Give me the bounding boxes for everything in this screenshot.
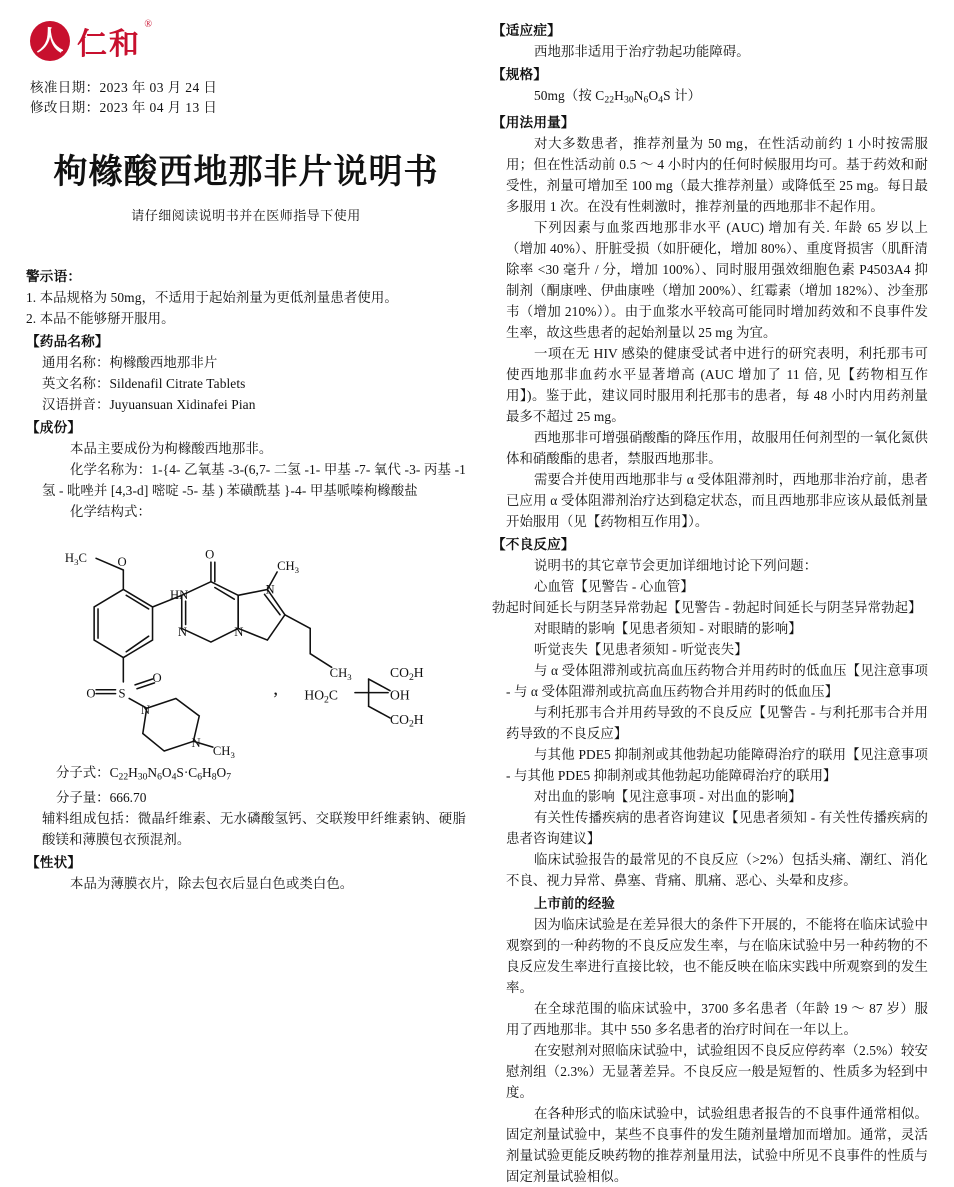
dosage-paragraph-4: 西地那非可增强硝酸酯的降压作用，故服用任何剂型的一氧化氮供体和硝酸酯的患者，禁服西地那非。 — [505, 430, 928, 467]
label-n-pyrimidine: N — [177, 625, 187, 640]
logo-circle-icon — [30, 21, 70, 61]
adverse-item-8: 对出血的影响【见注意事项 - 对出血的影响】 — [533, 789, 802, 805]
warning-item-2: 2. 本品不能够掰开服用。 — [26, 311, 175, 326]
label-comma: , — [273, 678, 279, 700]
label-o-sulfonyl-right: O — [152, 670, 162, 685]
dosage-heading: 【用法用量】 — [491, 115, 575, 131]
molecular-formula-value: $C_{22}H_{30}N_6O_4S\cdot C_6H_8O_7$ — [109, 765, 232, 783]
warning-heading: 警示语： — [26, 269, 82, 284]
specification-heading: 【规格】 — [491, 67, 548, 82]
molecular-formula-label: 分子式： — [56, 765, 110, 780]
label-n-pyrazole-2: N — [265, 582, 275, 597]
label-co2h-bottom: $CO_2H$ — [390, 711, 424, 730]
excipients-text: 辅料组成包括：微晶纤维素、无水磷酸氢钙、交联羧甲纤维素钠、硬脂酸镁和薄膜包衣预混剂。 — [42, 811, 466, 848]
logo-wordmark — [77, 19, 152, 63]
post-market-paragraph-4: 在各种形式的临床试验中，试验组患者报告的不良事件通常相似。固定剂量试验中，某些不良事件的发生随剂量增加而增加。通常，灵活剂量试验更能反映药物的推荐剂量用法，试验中所见不良事件的性质与固定剂量试验相似。 — [505, 1106, 928, 1185]
specification-text: 50mg（按 $C_{22}H_{30}N_6O_4S$ 计） — [533, 88, 702, 106]
approval-date: 核准日期：2023 年 03 月 24 日 — [30, 80, 218, 95]
label-ch3-n1: $CH_3$ — [277, 558, 300, 575]
adverse-reactions-heading: 【不良反应】 — [491, 537, 575, 553]
post-market-heading: 上市前的经验 — [533, 896, 615, 912]
right-column — [491, 18, 928, 1185]
english-name: 英文名称：Sildenafil Citrate Tablets — [42, 376, 246, 391]
molecular-weight-value: 666.70 — [109, 790, 147, 806]
chemical-name — [26, 459, 466, 501]
page-subtitle: 请仔细阅读说明书并在医师指导下使用 — [131, 208, 361, 223]
label-ch3-piperazine: $CH_3$ — [212, 743, 235, 758]
document-dates — [30, 78, 466, 118]
adverse-item-5: 与 α 受体阻滞剂或抗高血压药物合并用药时的低血压【见注意事项 - 与 α 受体阻滞剂或抗高血压药物合并用药时的低血压】 — [505, 663, 928, 700]
post-market-paragraph-1: 因为临床试验是在差异很大的条件下开展的，不能将在临床试验中观察到的一种药物的不良反应发生率，与在临床试验中另一种药物的不良反应发生率进行直接比较，也不能反映在临床实践中所观察到的发生率。 — [505, 917, 928, 996]
dosage-paragraph-5: 需要合并使用西地那非与 α 受体阻滞剂时，西地那非治疗前，患者已应用 α 受体阻滞剂治疗达到稳定状态，而且西地那非应该从最低剂量开始服用（见【药物相互作用】）。 — [505, 472, 928, 530]
label-o-ethoxy: O — [117, 555, 127, 570]
molecular-weight-line — [26, 787, 466, 808]
pinyin-name: 汉语拼音：Juyuansuan Xidinafei Pian — [42, 397, 256, 412]
label-s: S — [118, 686, 126, 701]
properties-section — [26, 852, 466, 894]
post-market-section — [492, 893, 928, 1187]
adverse-item-9: 有关性传播疾病的患者咨询建议【见患者须知 - 有关性传播疾病的患者咨询建议】 — [505, 810, 928, 847]
dosage-section — [492, 112, 928, 532]
indication-text: 西地那非适用于治疗勃起功能障碍。 — [533, 44, 750, 59]
post-market-paragraph-2: 在全球范围的临床试验中，3700 多名患者（年龄 19 ～ 87 岁）服用了西地那非。其中 550 多名患者的治疗时间在一年以上。 — [505, 1001, 928, 1038]
warning-section — [26, 266, 466, 329]
label-ch3-propyl: $CH_3$ — [329, 666, 352, 682]
ingredients-heading: 【成份】 — [26, 420, 82, 435]
brand-logo — [30, 18, 466, 64]
adverse-intro: 说明书的其它章节会更加详细地讨论下列问题： — [533, 558, 818, 574]
warning-item-1: 1. 本品规格为 50mg，不适用于起始剂量为更低剂量患者使用。 — [26, 290, 398, 305]
label-co2h-top: $CO_2H$ — [390, 665, 424, 683]
label-n-piperazine-bottom: N — [191, 736, 201, 751]
label-o-sulfonyl-left: O — [86, 686, 96, 701]
label-n-pyrazole-1: N — [234, 625, 244, 640]
logo-wordmark-text: 仁和 — [77, 28, 141, 61]
drug-name-section — [26, 331, 466, 415]
ingredients-section — [26, 417, 466, 522]
logo-glyph: 人 — [36, 26, 64, 56]
registered-mark-icon: ® — [144, 19, 154, 30]
adverse-item-6: 与利托那韦合并用药导致的不良反应【见警告 - 与利托那韦合并用药导致的不良反应】 — [505, 705, 928, 742]
adverse-item-7: 与其他 PDE5 抑制剂或其他勃起功能障碍治疗的联用【见注意事项 - 与其他 PDE5 抑制剂或其他勃起功能障碍治疗的联用】 — [505, 747, 928, 784]
adverse-item-3: 对眼睛的影响【见患者须知 - 对眼睛的影响】 — [533, 621, 802, 637]
indication-section — [492, 20, 928, 62]
ingredients-main: 本品主要成份为枸橼酸西地那非。 — [70, 441, 273, 456]
chemical-structure-diagram — [26, 528, 466, 758]
label-o-carbonyl: O — [205, 547, 215, 562]
left-column — [26, 18, 466, 1014]
dosage-paragraph-1: 对大多数患者，推荐剂量为 50 mg，在性活动前约 1 小时按需服用；但在性活动前 0.5 ～ 4 小时内的任何时候服用均可。基于药效和耐受性，剂量可增加至 100 mg（最大推荐剂量）或降低至 25 mg。每日最多服用 1 次。在没有性刺激时，推荐剂量的西地那非不起作用。 — [505, 136, 928, 215]
molecular-formula-line — [26, 762, 466, 787]
properties-text: 本品为薄膜衣片，除去包衣后显白色或类白色。 — [70, 876, 354, 892]
adverse-reactions-section — [492, 534, 928, 891]
revision-date: 修改日期：2023 年 04 月 13 日 — [30, 100, 218, 115]
page-title: 枸橼酸西地那非片说明书 — [53, 154, 439, 191]
adverse-item-2: 勃起时间延长与阴茎异常勃起【见警告 - 勃起时间延长与阴茎异常勃起】 — [491, 600, 922, 616]
dosage-paragraph-2: 下列因素与血浆西地那非水平 (AUC) 增加有关. 年龄 65 岁以上（增加 40%）、肝脏受损（如肝硬化，增加 80%）、重度肾损害（肌酐清除率 <30 毫升 / 分，增加 100%）、同时服用强效细胞色素 P4503A4 抑制剂（酮康唑、伊曲康唑（增加 200%）、红霉素（增加 182%）、沙奎那韦（增加 210%））。由于血浆水平较高可能同时增加药效和不良事件发生率，故这些患者的起始剂量以 25 mg 为宜。 — [505, 220, 928, 341]
label-hn: HN — [170, 588, 189, 603]
indication-heading: 【适应症】 — [491, 23, 561, 38]
label-ho2c: $HO_2C$ — [304, 687, 338, 706]
chemical-name-value: 1-{4- 乙氧基 -3-(6,7- 二氢 -1- 甲基 -7- 氧代 -3- 丙基 -1 氢 - 吡唑并 [4,3-d] 嘧啶 -5- 基 ) 苯磺酰基 }-4- 甲基哌嗪枸橼酸盐 — [42, 462, 466, 498]
adverse-item-1: 心血管【见警告 - 心血管】 — [533, 579, 694, 595]
dosage-paragraph-3: 一项在无 HIV 感染的健康受试者中进行的研究表明，利托那韦可使西地那非血药水平显著增高 (AUC 增加了 11 倍, 见【药物相互作用】)。鉴于此，建议同时服用利托那韦的患者，每 48 小时内用药剂量最多不超过 25 mg。 — [505, 346, 928, 425]
specification-section — [492, 64, 928, 110]
generic-name: 通用名称：枸橼酸西地那非片 — [42, 355, 218, 370]
drug-name-heading: 【药品名称】 — [26, 334, 109, 349]
label-h3c: $H_3C$ — [64, 551, 87, 568]
label-oh: OH — [390, 687, 410, 703]
post-market-paragraph-3: 在安慰剂对照临床试验中，试验组因不良反应停药率（2.5%）较安慰剂组（2.3%）无显著差异。不良反应一般是短暂的、性质多为轻到中度。 — [505, 1043, 928, 1101]
properties-heading: 【性状】 — [26, 855, 82, 871]
chemical-name-label: 化学名称为： — [70, 462, 152, 477]
structure-label: 化学结构式： — [70, 504, 151, 519]
adverse-common-reactions: 临床试验报告的最常见的不良反应（>2%）包括头痛、潮红、消化不良、视力异常、鼻塞、背痛、肌痛、恶心、头晕和皮疹。 — [505, 852, 928, 889]
adverse-item-4: 听觉丧失【见患者须知 - 听觉丧失】 — [533, 642, 748, 658]
molecular-weight-label: 分子量： — [56, 790, 110, 806]
label-n-piperazine-top: N — [140, 703, 150, 718]
